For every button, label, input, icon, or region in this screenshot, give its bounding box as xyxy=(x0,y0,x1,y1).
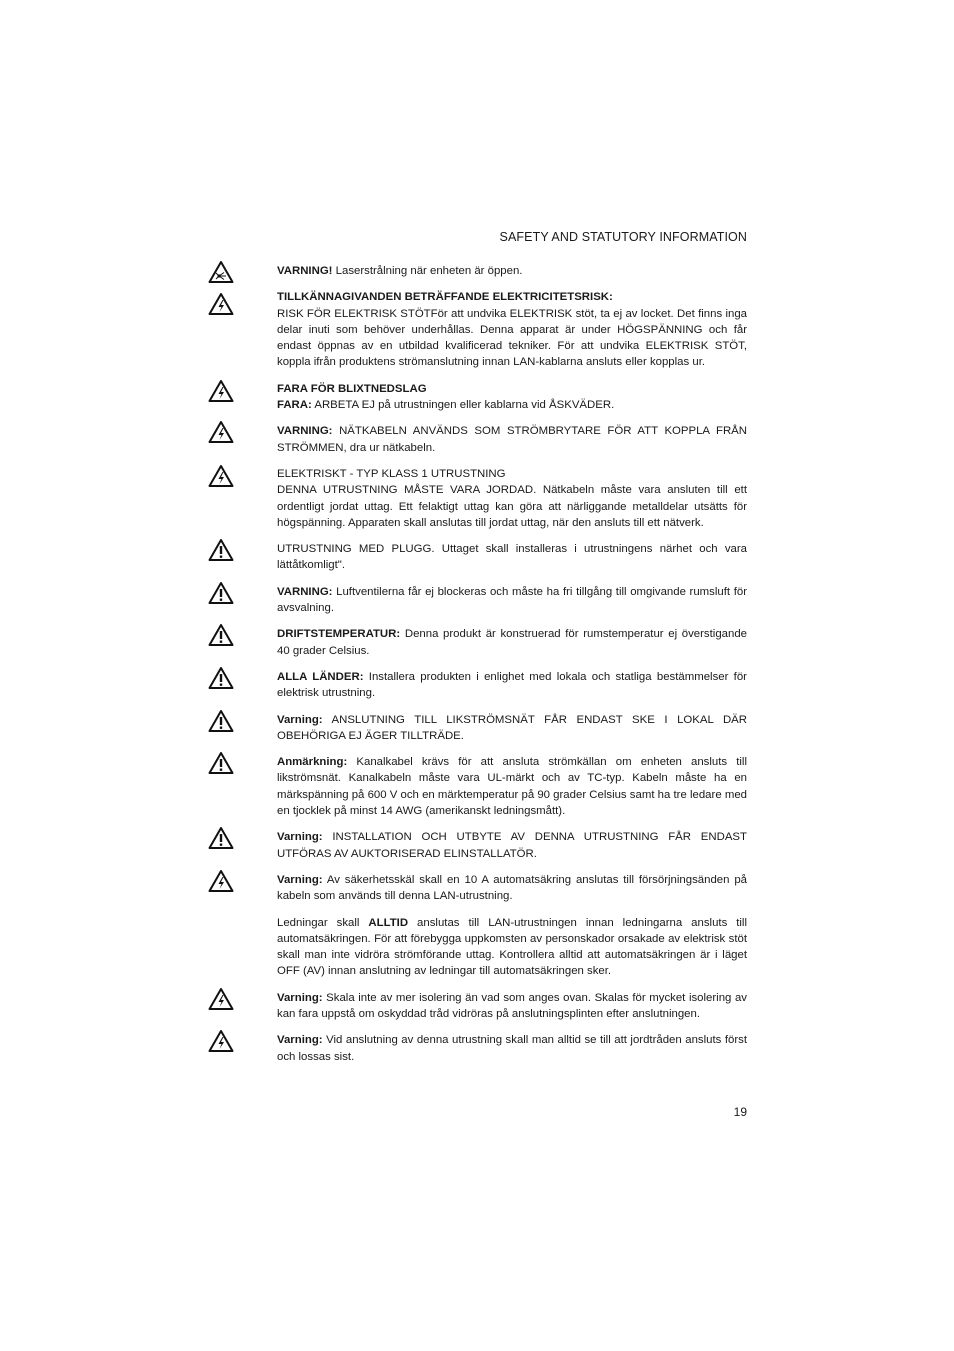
warning-entry-lightning xyxy=(0,381,954,414)
warning-text xyxy=(277,584,747,617)
warning-label: Varning: xyxy=(277,713,323,726)
warning-text xyxy=(277,466,747,531)
safety-warnings-list xyxy=(0,263,954,1075)
exclamation-warning-icon xyxy=(208,581,234,605)
warning-body: RISK FÖR ELEKTRISK STÖTFör att undvika ELEKTRISK stöt, ta ej av locket. Det finns inga delar inuti som behöver underhållas. Denna apparat är under HÖGSPÄNNING och får endast öppnas av en utbildad kvalificerad tekniker. För att undvika ELEKTRISK STÖT, koppla ifrån produktens strömanslutning innan LAN-kablarna ansluts eller kopplas ur. xyxy=(277,307,747,369)
warning-entry-power-cable xyxy=(0,423,954,456)
warning-body: DENNA UTRUSTNING MÅSTE VARA JORDAD. Nätkabeln måste vara ansluten till ett ordentligt jordat uttag. Ett felaktigt uttag kan göra att närliggande metalldelar utsätts för högspänning. Apparaten skall anslutas till jordat uttag, när den ansluts till ett nätverk. xyxy=(277,484,747,529)
warning-body: anslutas till LAN-utrustningen innan ledningarna ansluts till automatsäkringen. För att förebygga uppkomsten av personskador orsakade av elektrisk stöt skall man inte vidröra strömförande uttag. Kontrollera alltid att automatsäkringen är i läget OFF (AV) innan anslutning av ledningar till automatsäkringen sker. xyxy=(277,916,747,978)
warning-entry-circuit-breaker xyxy=(0,872,954,905)
warning-entry-temperature xyxy=(0,626,954,659)
warning-entry-grounding xyxy=(0,466,954,531)
warning-text xyxy=(277,289,747,370)
warning-body: Vid anslutning av denna utrustning skall man alltid se till att jordtråden ansluts först och lossas sist. xyxy=(277,1034,747,1063)
warning-body-prefix: Ledningar skall xyxy=(277,916,369,929)
warning-text xyxy=(277,872,747,905)
electric-shock-warning-icon xyxy=(208,420,234,444)
warning-entry-insulation xyxy=(0,990,954,1023)
warning-entry-ground-wire xyxy=(0,1032,954,1065)
warning-entry-ventilation xyxy=(0,584,954,617)
warning-label: FARA: xyxy=(277,399,312,412)
electric-shock-warning-icon xyxy=(208,987,234,1011)
warning-line: ELEKTRISKT - TYP KLASS 1 UTRUSTNING xyxy=(277,467,506,480)
warning-entry-all-countries xyxy=(0,669,954,702)
warning-body: Denna produkt är konstruerad för rumstemperatur ej överstigande 40 grader Celsius. xyxy=(277,628,747,657)
warning-body: Laserstrålning när enheten är öppen. xyxy=(332,265,523,277)
warning-text xyxy=(277,1032,747,1065)
warning-entry-laser xyxy=(0,263,954,279)
exclamation-warning-icon xyxy=(208,709,234,733)
exclamation-warning-icon xyxy=(208,751,234,775)
warning-label: ALLA LÄNDER: xyxy=(277,670,364,683)
electric-shock-warning-icon xyxy=(208,1029,234,1053)
warning-body: NÄTKABELN ANVÄNDS SOM STRÖMBRYTARE FÖR ATT KOPPLA FRÅN STRÖMMEN, dra ur nätkabeln. xyxy=(277,425,747,454)
warning-label: Varning: xyxy=(277,1034,323,1047)
warning-label: DRIFTSTEMPERATUR: xyxy=(277,628,401,641)
warning-text xyxy=(277,990,747,1023)
warning-text xyxy=(277,381,747,414)
warning-entry-electricity xyxy=(0,289,954,370)
exclamation-warning-icon xyxy=(208,826,234,850)
electric-shock-warning-icon xyxy=(208,292,234,316)
warning-heading: TILLKÄNNAGIVANDEN BETRÄFFANDE ELEKTRICITETSRISK: xyxy=(277,291,613,304)
warning-entry-conduit-cable xyxy=(0,754,954,819)
warning-text xyxy=(277,915,747,980)
warning-entry-installation xyxy=(0,829,954,862)
warning-label: ALLTID xyxy=(368,916,409,929)
warning-label: Anmärkning: xyxy=(277,756,348,769)
warning-label: VARNING! xyxy=(277,265,333,277)
warning-label: VARNING: xyxy=(277,585,333,598)
electric-shock-warning-icon xyxy=(208,869,234,893)
page-header: SAFETY AND STATUTORY INFORMATION xyxy=(499,230,747,244)
warning-text xyxy=(277,754,747,819)
warning-text xyxy=(277,712,747,745)
page-number: 19 xyxy=(733,1105,747,1119)
warning-text xyxy=(277,626,747,659)
warning-body: Luftventilerna får ej blockeras och måste ha fri tillgång till omgivande rumsluft för avsvalning. xyxy=(277,585,747,615)
exclamation-warning-icon xyxy=(208,623,234,647)
warning-text xyxy=(277,829,747,862)
warning-body: UTRUSTNING MED PLUGG. Uttaget skall installeras i utrustningens närhet och vara lättåtkomligt". xyxy=(277,543,747,572)
warning-body: ARBETA EJ på utrustningen eller kablarna vid ÅSKVÄDER. xyxy=(311,399,615,412)
warning-heading: FARA FÖR BLIXTNEDSLAG xyxy=(277,382,427,395)
electric-shock-warning-icon xyxy=(208,464,234,488)
warning-body: Installera produkten i enlighet med lokala och statliga bestämmelser för elektrisk utrustning. xyxy=(277,670,747,700)
warning-text xyxy=(277,669,747,702)
exclamation-warning-icon xyxy=(208,666,234,690)
warning-text xyxy=(277,263,747,279)
warning-body: INSTALLATION OCH UTBYTE AV DENNA UTRUSTNING FÅR ENDAST UTFÖRAS AV AUKTORISERAD ELINSTALLATÖR. xyxy=(277,831,747,860)
warning-text xyxy=(277,541,747,574)
warning-body: Skala inte av mer isolering än vad som anges ovan. Skalas för mycket isolering av kan fara uppstå om oskyddad tråd vidröras på anslutningsplinten efter anslutningen. xyxy=(277,991,747,1020)
warning-body: ANSLUTNING TILL LIKSTRÖMSNÄT FÅR ENDAST SKE I LOKAL DÄR OBEHÖRIGA EJ ÄGER TILLTRÄDE. xyxy=(277,713,747,742)
lightning-warning-icon xyxy=(208,379,234,403)
warning-entry-wiring xyxy=(0,915,954,980)
warning-entry-plug xyxy=(0,541,954,574)
warning-body: Av säkerhetsskäl skall en 10 A automatsäkring anslutas till försörjningsänden på kabeln som används till denna LAN-utrustning. xyxy=(277,873,747,903)
warning-label: VARNING: xyxy=(277,425,333,438)
warning-entry-dc-network xyxy=(0,712,954,745)
warning-body: Kanalkabel krävs för att ansluta strömkällan om enheten ansluts till likströmsnät. Kanalkabeln måste vara UL-märkt och av TC-typ. Kabeln måste ha en märkspänning på 600 V och en märktemperatur på 90 grader Celsius samt ha tre ledare med en tjocklek på minst 14 AWG (amerikanskt ledningsmått). xyxy=(277,756,747,818)
warning-label: Varning: xyxy=(277,831,323,844)
warning-label: Varning: xyxy=(277,991,323,1004)
warning-label: Varning: xyxy=(277,873,323,886)
warning-text xyxy=(277,423,747,456)
laser-warning-icon xyxy=(208,260,234,284)
exclamation-warning-icon xyxy=(208,538,234,562)
